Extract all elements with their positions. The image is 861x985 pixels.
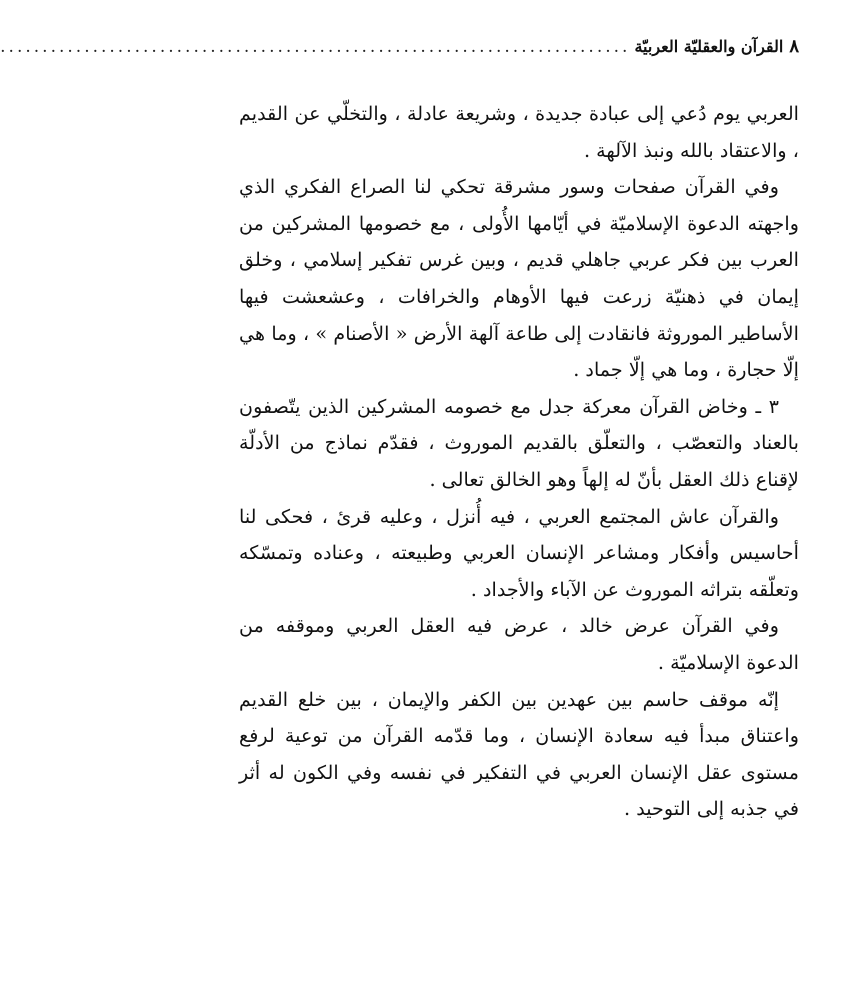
- paragraph-arab-society: والقرآن عاش المجتمع العربي ، فيه أُنزل ، وعليه قرئ ، فحكى لنا أحاسيس وأفكار ومشاعر الإنسان العربي وطبيعته ، وعناده وتمسّكه وتعلّقه بتراثه الموروث عن الآباء والأجداد .: [239, 504, 799, 601]
- paragraph-eternal-presentation: وفي القرآن عرض خالد ، عرض فيه العقل العربي وموقفه من الدعوة الإسلاميّة .: [239, 614, 799, 674]
- page-number: ٨: [789, 36, 799, 57]
- paragraph-continuation: العربي يوم دُعي إلى عبادة جديدة ، وشريعة عادلة ، والتخلّي عن القديم ، والاعتقاد بالله ونبذ الآلهة .: [239, 102, 799, 162]
- paragraph-point-3-debate: ٣ ـ وخاض القرآن معركة جدل مع خصومه المشركين الذين يتّصفون بالعناد والتعصّب ، والتعلّق بالقديم الموروث ، فقدّم نماذج من الأدلّة لإقناع ذلك العقل بأنّ له إلهاً وهو الخالق تعالى .: [239, 394, 799, 491]
- body-text: [239, 96, 799, 828]
- paragraph-intellectual-struggle: وفي القرآن صفحات وسور مشرقة تحكي لنا الصراع الفكري الذي واجهته الدعوة الإسلاميّة في أيّامها الأُولى ، مع خصومها المشركين من العرب بين فكر عربي جاهلي قديم ، وبين غرس تفكير إسلامي ، وخلق إيمان في ذهنيّة زرعت فيها الأوهام والخرافات ، وعشعشت فيها الأساطير الموروثة فانقادت إلى طاعة آلهة الأرض « الأصنام » ، وما هي إلّا حجارة ، وما هي إلّا جماد .: [239, 175, 799, 382]
- running-title: القرآن والعقليّة العربيّة: [634, 37, 784, 56]
- running-header: [0, 32, 799, 62]
- header-dot-leader: ...........................................................................: [0, 37, 631, 57]
- book-page: [0, 32, 799, 965]
- paragraph-decisive-stance: إنّه موقف حاسم بين عهدين بين الكفر والإيمان ، بين خلع القديم واعتناق مبدأ فيه سعادة الإنسان ، وما قدّمه القرآن من توعية لرفع مستوى عقل الإنسان العربي في التفكير في نفسه وفي الكون له أثر في جذبه إلى التوحيد .: [239, 687, 799, 821]
